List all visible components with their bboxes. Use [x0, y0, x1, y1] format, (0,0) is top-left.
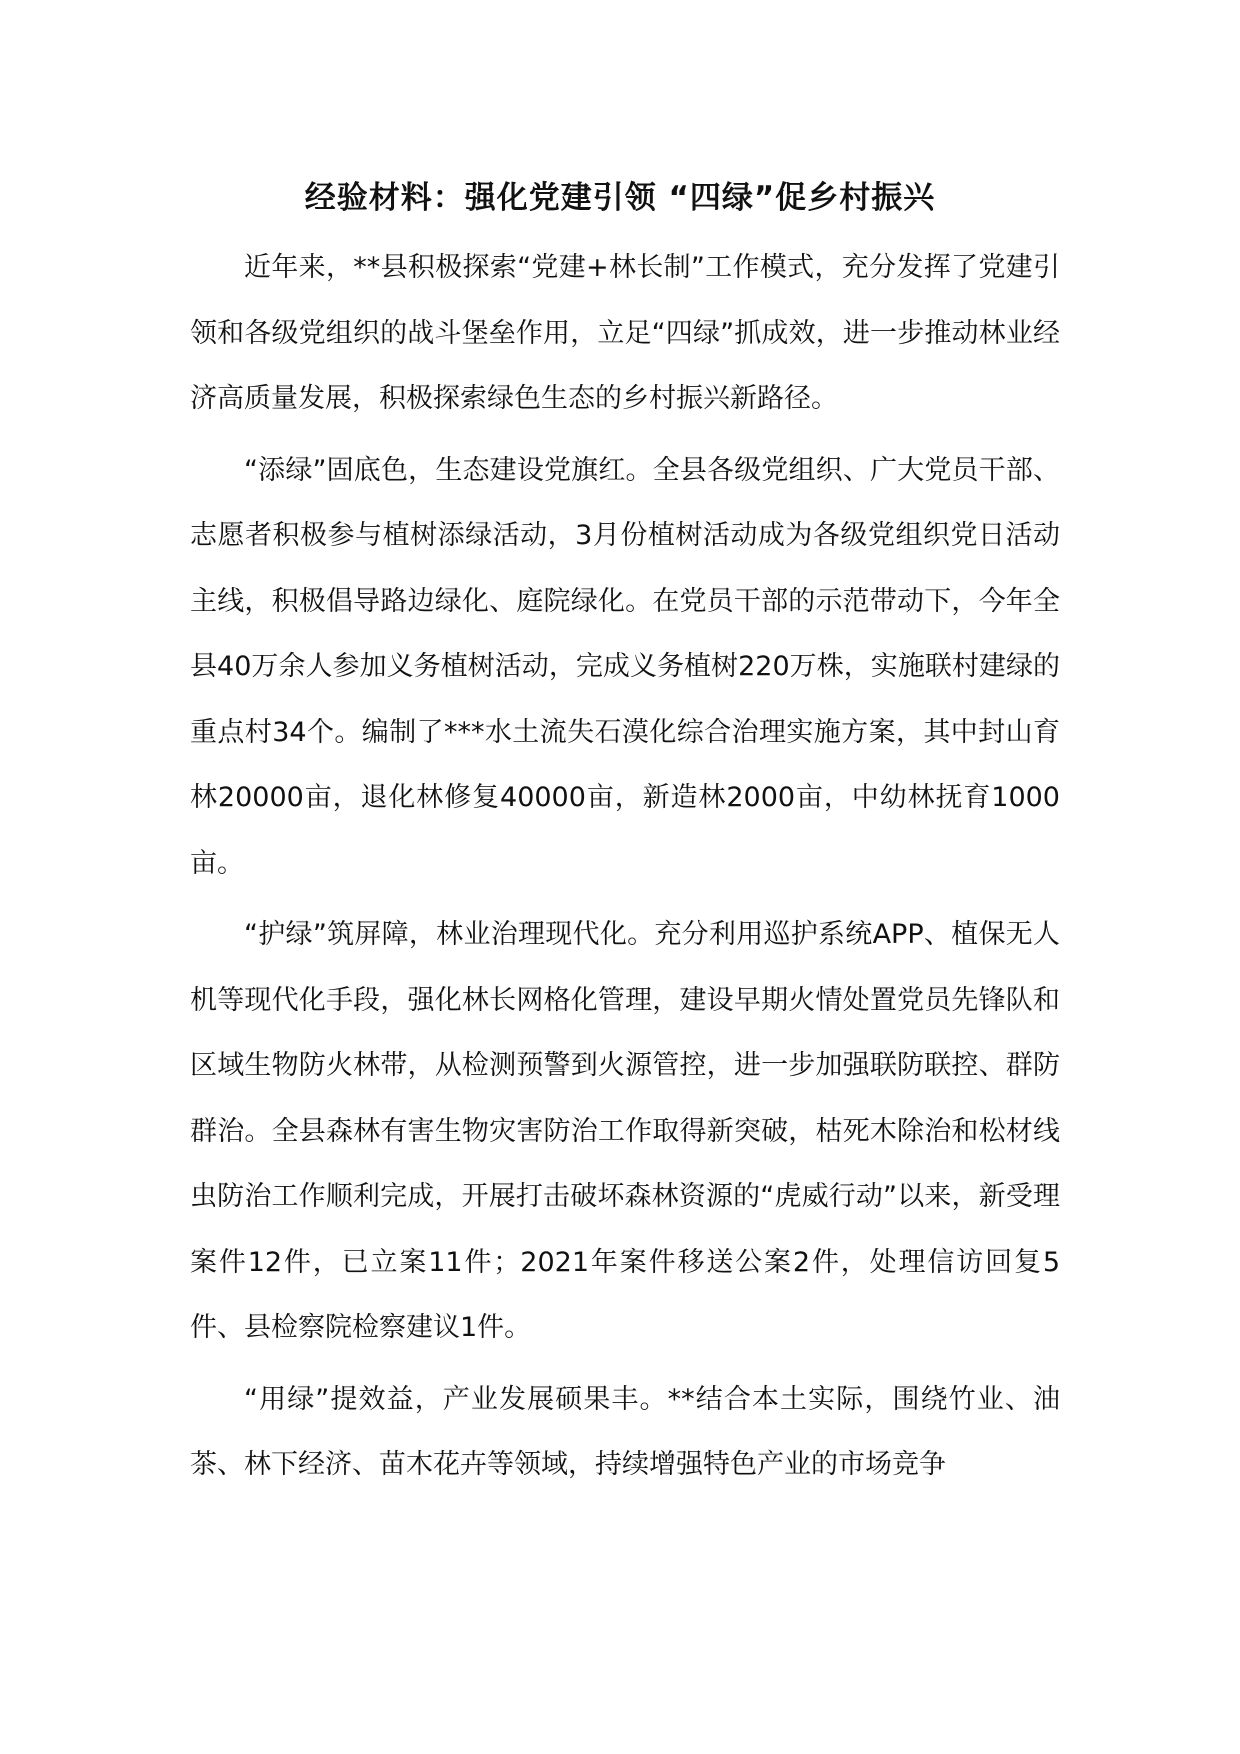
paragraph-protect-green: “护绿”筑屏障，林业治理现代化。充分利用巡护系统APP、植保无人机等现代化手段，强化林长网格化管理，建设早期火情处置党员先锋队和区域生物防火林带，从检测预警到火源管控，进一步加强联防联控、群防群治。全县森林有害生物灾害防治工作取得新突破，枯死木除治和松材线虫防治工作顺利完成，开展打击破坏森林资源的“虎威行动”以来，新受理案件12件，已立案11件；2021年案件移送公案2件，处理信访回复5件、县检察院检察建议1件。 — [190, 919, 1060, 1343]
document-body — [190, 235, 1060, 1504]
paragraph-intro: 近年来，**县积极探索“党建+林长制”工作模式，充分发挥了党建引领和各级党组织的战斗堡垒作用，立足“四绿”抓成效，进一步推动林业经济高质量发展，积极探索绿色生态的乡村振兴新路径。 — [190, 252, 1060, 414]
document-title: 经验材料：强化党建引领 “四绿”促乡村振兴 — [304, 180, 936, 216]
paragraph-use-green: “用绿”提效益，产业发展硕果丰。**结合本土实际，围绕竹业、油茶、林下经济、苗木花卉等领域，持续增强特色产业的市场竞争 — [190, 1383, 1060, 1480]
paragraph-add-green: “添绿”固底色，生态建设党旗红。全县各级党组织、广大党员干部、志愿者积极参与植树添绿活动，3月份植树活动成为各级党组织党日活动主线，积极倡导路边绿化、庭院绿化。在党员干部的示范带动下，今年全县40万余人参加义务植树活动，完成义务植树220万株，实施联村建绿的重点村34个。编制了***水土流失石漠化综合治理实施方案，其中封山育林20000亩，退化林修复40000亩，新造林2000亩，中幼林抚育1000亩。 — [190, 454, 1060, 879]
